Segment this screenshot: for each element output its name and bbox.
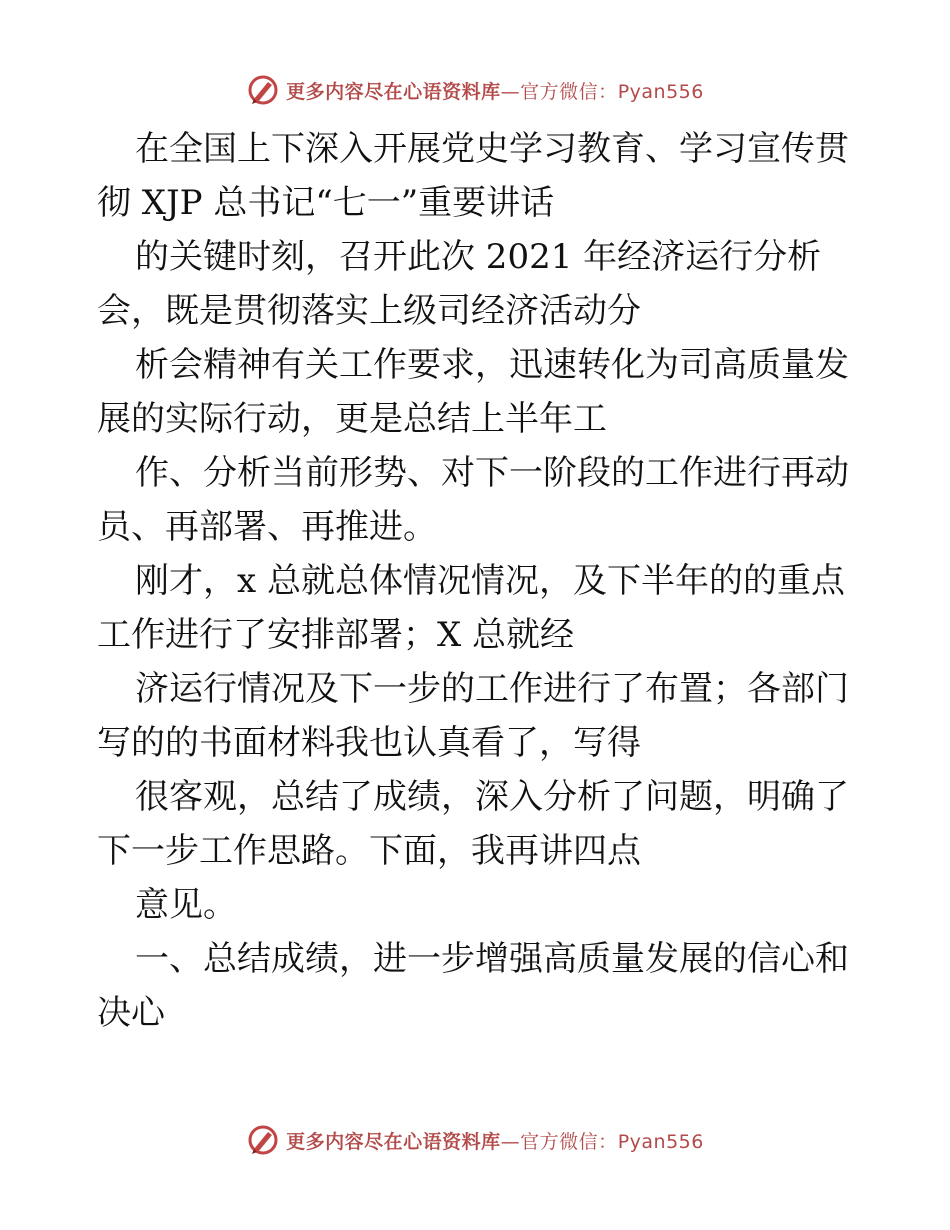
text-line: 工作进行了安排部署；X 总就经 [97,615,575,655]
text-line: 析会精神有关工作要求，迅速转化为司高质量发 [135,345,849,385]
text-line: 展的实际行动，更是总结上半年工 [97,399,607,439]
pen-logo-icon [246,1123,280,1157]
section-heading-line: 决心 [97,993,165,1033]
paragraph [97,122,857,1040]
text-line: 在全国上下深入开展党史学习教育、学习宣传贯 [135,129,849,169]
text-line: 济运行情况及下一步的工作进行了布置；各部门 [135,669,849,709]
text-line: 作、分析当前形势、对下一阶段的工作进行再动 [135,453,849,493]
footer-watermark [0,1120,950,1160]
text-line: 员、再部署、再推进。 [97,507,437,547]
watermark-text: 更多内容尽在心语资料库—官方微信：Pyan556 [286,80,704,103]
text-line: 下一步工作思路。下面，我再讲四点 [97,831,641,871]
text-line: 意见。 [135,885,237,925]
text-line: 彻 XJP 总书记“七一”重要讲话 [97,183,555,223]
text-line: 很客观，总结了成绩，深入分析了问题，明确了 [135,777,849,817]
text-line: 写的的书面材料我也认真看了，写得 [97,723,641,763]
pen-logo-icon [246,73,280,107]
document-body [97,122,857,1040]
text-line: 会，既是贯彻落实上级司经济活动分 [97,291,641,331]
text-line: 的关键时刻，召开此次 2021 年经济运行分析 [135,237,822,277]
text-line: 刚才，x 总就总体情况情况，及下半年的的重点 [135,561,845,601]
section-heading-line: 一、总结成绩，进一步增强高质量发展的信心和 [135,939,849,979]
watermark-text: 更多内容尽在心语资料库—官方微信：Pyan556 [286,1130,704,1153]
header-watermark [0,70,950,110]
